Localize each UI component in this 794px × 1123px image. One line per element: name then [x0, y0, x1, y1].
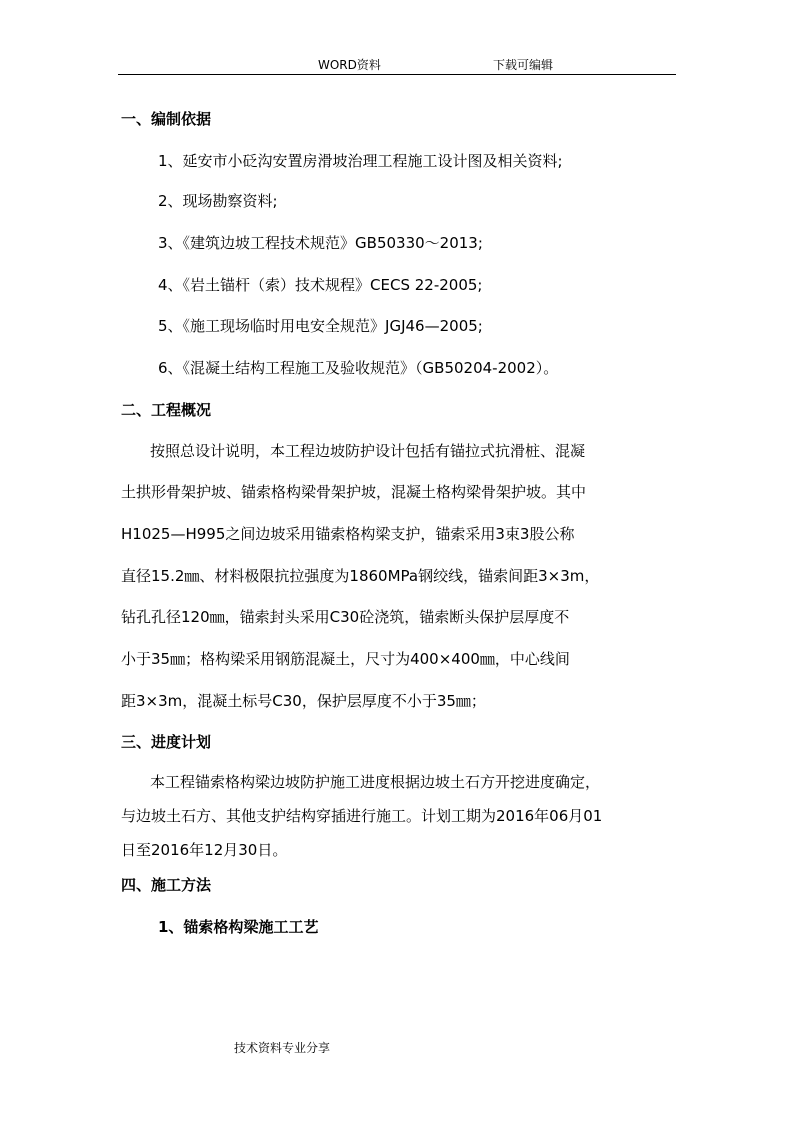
section-4-subheading: 1、锚索格构梁施工工艺: [158, 918, 319, 936]
overview-line-2: 土拱形骨架护坡、锚索格构梁骨架护坡，混凝土格构梁骨架护坡。其中: [121, 483, 587, 501]
basis-item-1: 1、延安市小砭沟安置房滑坡治理工程施工设计图及相关资料;: [158, 152, 563, 170]
overview-line-7: 距3×3m，混凝土标号C30，保护层厚度不小于35㎜；: [121, 692, 486, 710]
schedule-line-3: 日至2016年12月30日。: [121, 841, 288, 859]
section-4-heading: 四、施工方法: [121, 876, 212, 894]
overview-line-6: 小于35㎜；格构梁采用钢筋混凝土，尺寸为400×400㎜，中心线间: [121, 650, 570, 668]
basis-item-5: 5、《施工现场临时用电安全规范》JGJ46—2005;: [158, 317, 483, 335]
basis-item-6: 6、《混凝土结构工程施工及验收规范》（GB50204-2002）。: [158, 359, 559, 377]
page-footer: 技术资料专业分享: [234, 1041, 331, 1055]
basis-item-3: 3、《建筑边坡工程技术规范》GB50330～2013;: [158, 234, 483, 252]
overview-line-5: 钻孔孔径120㎜，锚索封头采用C30砼浇筑，锚索断头保护层厚度不: [121, 608, 570, 626]
section-1-heading: 一、编制依据: [121, 110, 212, 128]
section-3-heading: 三、进度计划: [121, 733, 212, 751]
basis-item-2: 2、现场勘察资料;: [158, 192, 278, 210]
overview-line-4: 直径15.2㎜、材料极限抗拉强度为1860MPa钢绞线，锚索间距3×3m，: [121, 567, 600, 585]
overview-line-1: 按照总设计说明，本工程边坡防护设计包括有锚拉式抗滑桩、混凝: [150, 442, 586, 460]
basis-item-4: 4、《岩土锚杆（索）技术规程》CECS 22-2005;: [158, 276, 483, 294]
overview-line-3: H1025—H995之间边坡采用锚索格构梁支护，锚索采用3束3股公称: [121, 525, 575, 543]
schedule-line-1: 本工程锚索格构梁边坡防护施工进度根据边坡土石方开挖进度确定，: [150, 773, 601, 791]
schedule-line-2: 与边坡土石方、其他支护结构穿插进行施工。计划工期为2016年06月01: [121, 807, 603, 825]
header-right-text: 下载可编辑: [493, 58, 554, 72]
section-2-heading: 二、工程概况: [121, 401, 212, 419]
header-left-text: WORD资料: [318, 58, 381, 72]
page-header: [118, 56, 676, 75]
